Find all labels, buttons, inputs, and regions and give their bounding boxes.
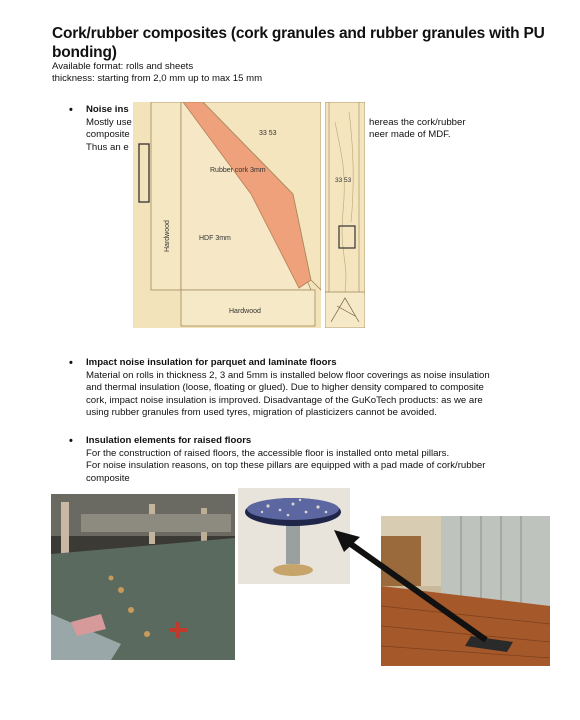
section1-text-fragment: composite bbox=[86, 129, 130, 141]
section2-text: Material on rolls in thickness 2, 3 and 5mm is installed below floor coverings as noise insulation and thermal insulation (loose, floating or glued). Due to higher density compared to composite cork, impact noise insulation is improved. Disadvantage of the GuKoTech products: as we are using rubber granules from used tyres, migration of plasticizers cannot be avoided. bbox=[86, 369, 490, 419]
side-view-label: 33 53 bbox=[335, 177, 352, 184]
floor-side-view-diagram bbox=[325, 102, 365, 328]
cork-rubber-pad-photo bbox=[238, 488, 350, 584]
diagram-label-top: 33 53 bbox=[259, 130, 277, 137]
section1-text-fragment: Thus an e bbox=[86, 141, 129, 153]
section1-text-fragment: hereas the cork/rubber bbox=[369, 116, 466, 128]
bullet: • bbox=[69, 357, 73, 369]
wooden-cabinet bbox=[381, 536, 421, 586]
bullet: • bbox=[69, 104, 73, 116]
section2-heading: Impact noise insulation for parquet and laminate floors bbox=[86, 357, 337, 368]
pillar bbox=[128, 607, 134, 613]
diagram-label-mdf: HDF 3mm bbox=[199, 235, 231, 242]
diagram-label-rubber-cork: Rubber cork 3mm bbox=[210, 167, 266, 174]
pillar bbox=[109, 576, 114, 581]
section3-line1: For the construction of raised floors, the accessible floor is installed onto metal pillars. bbox=[86, 447, 450, 459]
product-meta bbox=[52, 61, 262, 84]
floor-cross-section-diagram bbox=[133, 102, 321, 328]
available-format: Available format: rolls and sheets bbox=[52, 61, 194, 72]
glass-wall bbox=[441, 516, 550, 606]
finished-parquet-floor-photo bbox=[381, 516, 550, 666]
pillar bbox=[118, 587, 124, 593]
raised-floor-site-photo bbox=[51, 494, 235, 660]
red-marker bbox=[176, 622, 180, 638]
pillar-base bbox=[273, 564, 313, 576]
pillar bbox=[144, 631, 150, 637]
windows bbox=[81, 514, 231, 532]
pad-top-surface bbox=[247, 498, 339, 520]
diagram-label-hardwood-side: Hardwood bbox=[164, 220, 171, 252]
thickness-range: thickness: starting from 2,0 mm up to max 15 mm bbox=[52, 72, 263, 84]
diagram-label-hardwood-bottom: Hardwood bbox=[229, 308, 261, 315]
pillar-stem bbox=[286, 520, 300, 564]
bullet: • bbox=[69, 435, 73, 447]
section1-heading-fragment: Noise ins bbox=[86, 104, 129, 115]
section-impact-noise bbox=[69, 357, 506, 420]
section1-text-fragment: neer made of MDF. bbox=[369, 129, 451, 141]
hardwood-side-panel bbox=[151, 102, 181, 290]
section1-text-fragment: Mostly use bbox=[86, 116, 132, 128]
page-title: Cork/rubber composites (cork granules and rubber granules with PU bonding) bbox=[52, 25, 545, 61]
section3-line2: For noise insulation reasons, on top these pillars are equipped with a pad made of cork/rubber composite bbox=[86, 460, 486, 484]
section-raised-floors bbox=[69, 435, 506, 485]
section3-heading: Insulation elements for raised floors bbox=[86, 435, 252, 446]
